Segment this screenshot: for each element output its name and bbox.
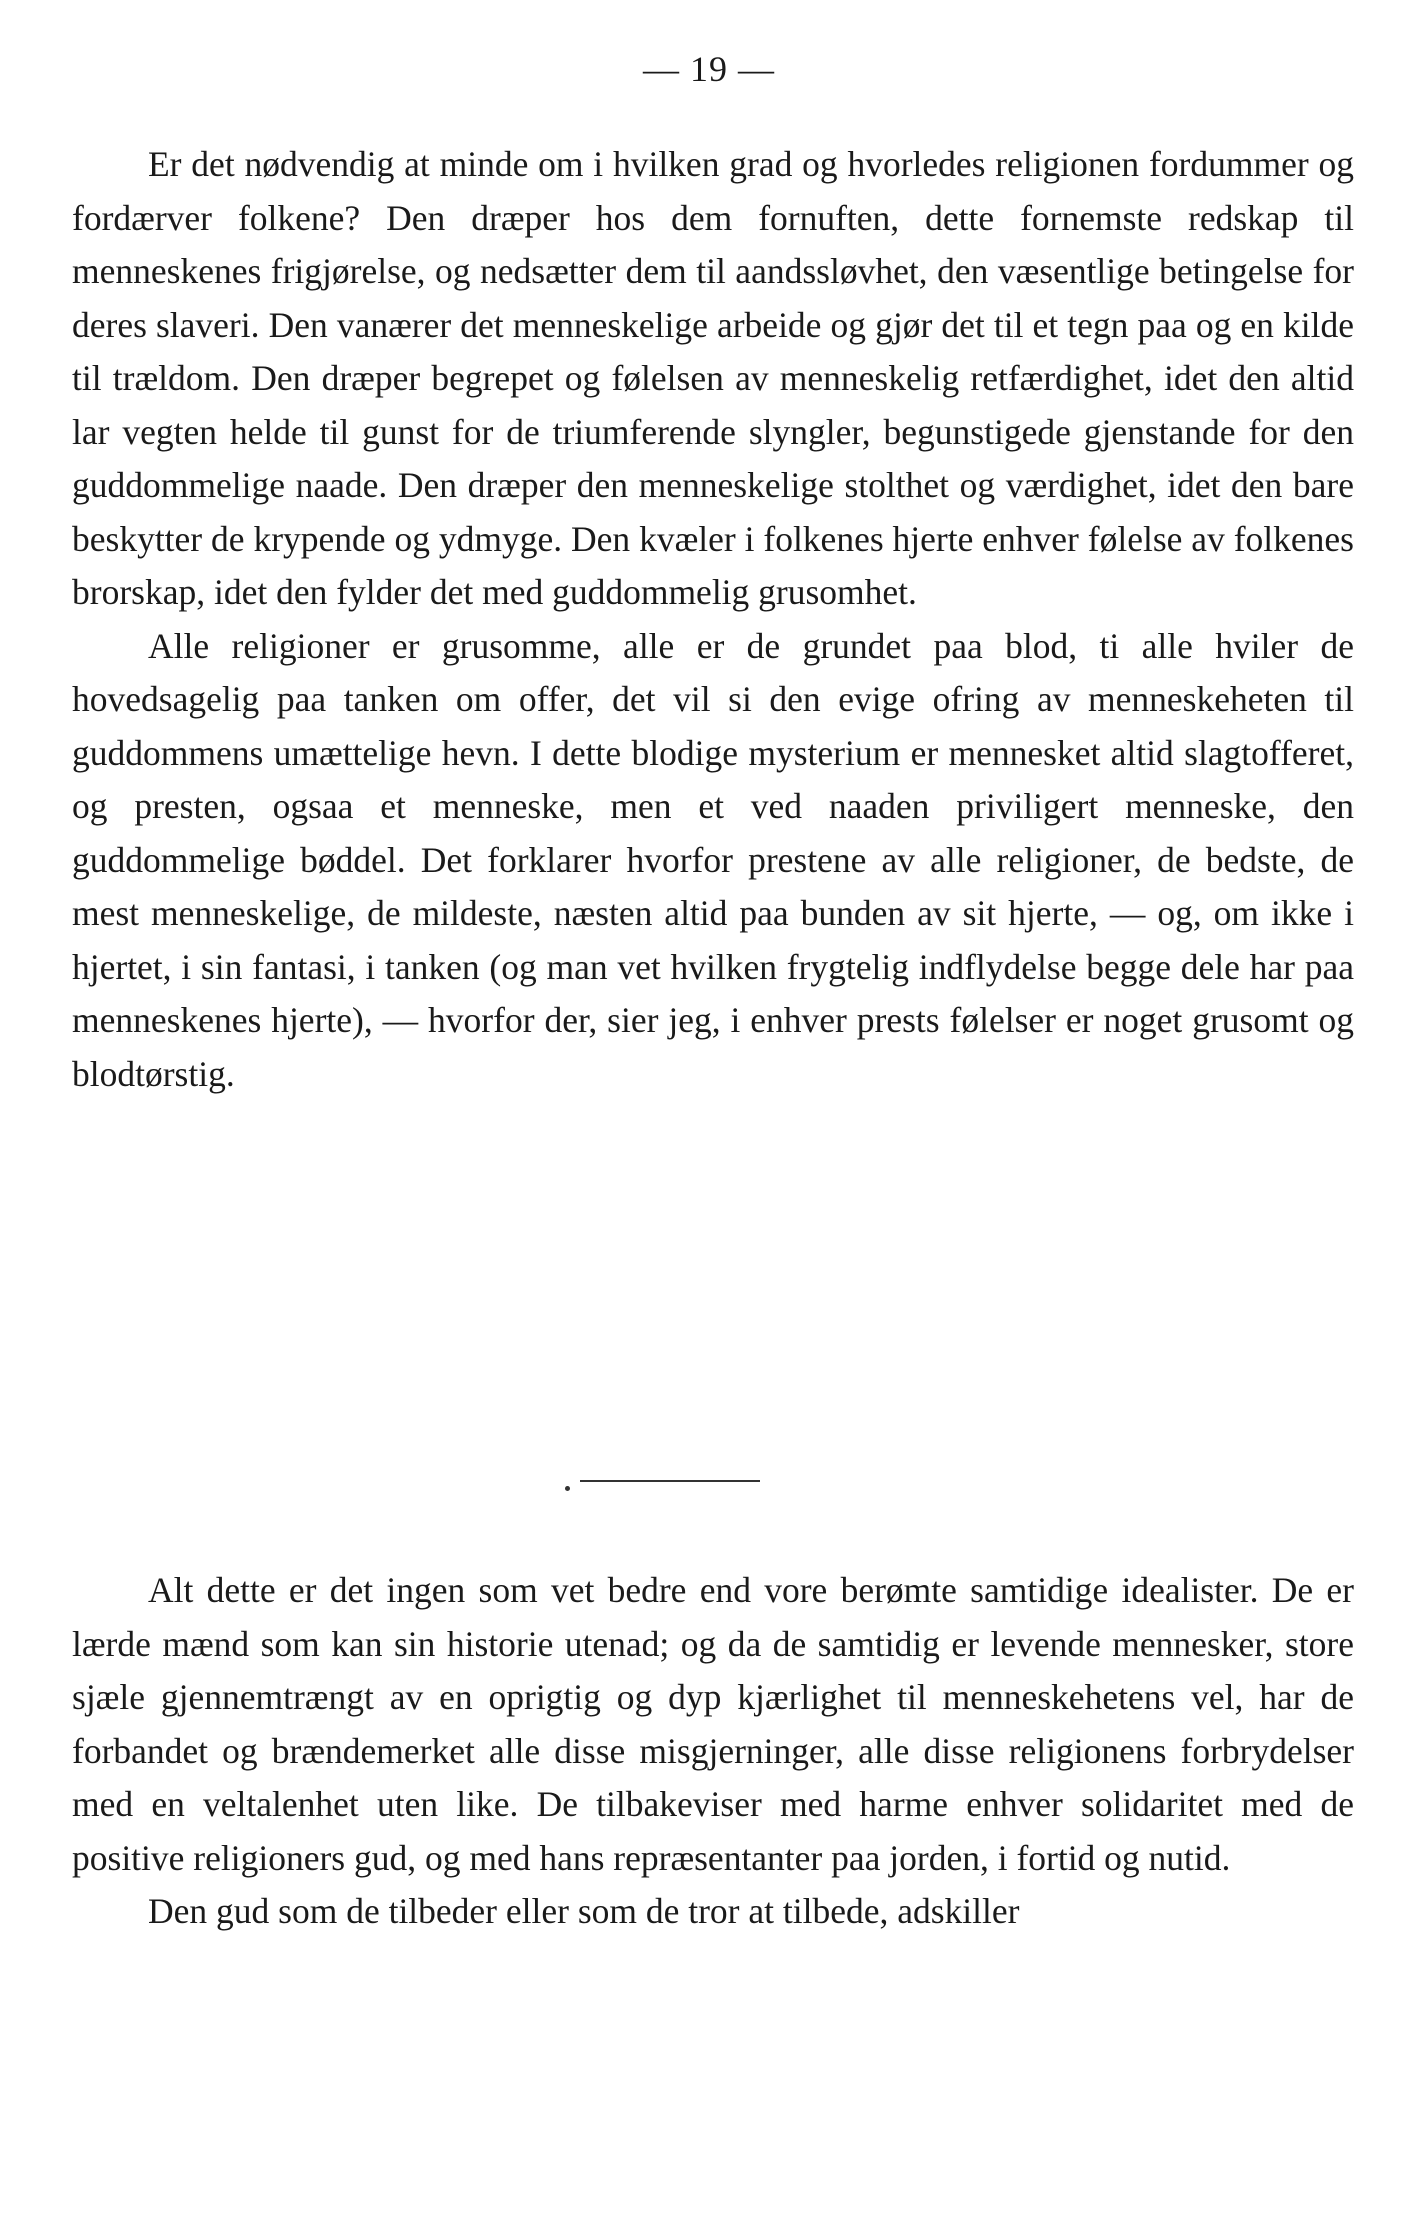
page-number: — 19 —	[643, 49, 775, 89]
divider-dot	[565, 1486, 570, 1491]
section-divider	[580, 1480, 760, 1482]
paragraph: Alt dette er det ingen som vet bedre end vore berømte samtidige idealister. De er lærde mænd som kan sin historie utenad; og da de samtidig er levende mennesker, store sjæle gjennemtrængt av en oprigtig og dyp kjærlighet til menneskehetens vel, har de forbandet og brændemerket alle disse misgjerninger, alle disse religionens forbrydelser med en veltalenhet uten like. De tilbakeviser med harme enhver solidaritet med de positive religioners gud, og med hans repræsentanter paa jorden, i fortid og nutid.	[72, 1570, 1354, 1878]
text-section-2	[72, 1564, 1354, 1939]
text-section-1	[72, 138, 1354, 1101]
paragraph: Alle religioner er grusomme, alle er de grundet paa blod, ti alle hviler de hovedsagelig paa tanken om offer, det vil si den evige ofring av menneskeheten til guddommens umættelige hevn. I dette blodige mysterium er mennesket altid slagtofferet, og presten, ogsaa et menneske, men et ved naaden priviligert menneske, den guddommelige bøddel. Det forklarer hvorfor prestene av alle religioner, de bedste, de mest menneskelige, de mildeste, næsten altid paa bunden av sit hjerte, — og, om ikke i hjertet, i sin fantasi, i tanken (og man vet hvilken frygtelig indflydelse begge dele har paa menneskenes hjerte), — hvorfor der, sier jeg, i enhver prests følelser er noget grusomt og blodtørstig.	[72, 625, 1354, 1094]
paragraph: Den gud som de tilbeder eller som de tror at tilbede, adskiller	[148, 1891, 1020, 1931]
paragraph: Er det nødvendig at minde om i hvilken grad og hvorledes religionen fordummer og fordærver folkene? Den dræper hos dem fornuften, dette fornemste redskap til menneskenes frigjørelse, og nedsætter dem til aandssløvhet, den væsentlige betingelse for deres slaveri. Den vanærer det menneskelige arbeide og gjør det til et tegn paa og en kilde til trældom. Den dræper begrepet og følelsen av menneskelig retfærdighet, idet den altid lar vegten helde til gunst for de triumferende slyngler, begunstigede gjenstande for den guddommelige naade. Den dræper den menneskelige stolthet og værdighet, idet den bare beskytter de krypende og ydmyge. Den kvæler i folkenes hjerte enhver følelse av folkenes brorskap, idet den fylder det med guddommelig grusomhet.	[72, 144, 1354, 612]
